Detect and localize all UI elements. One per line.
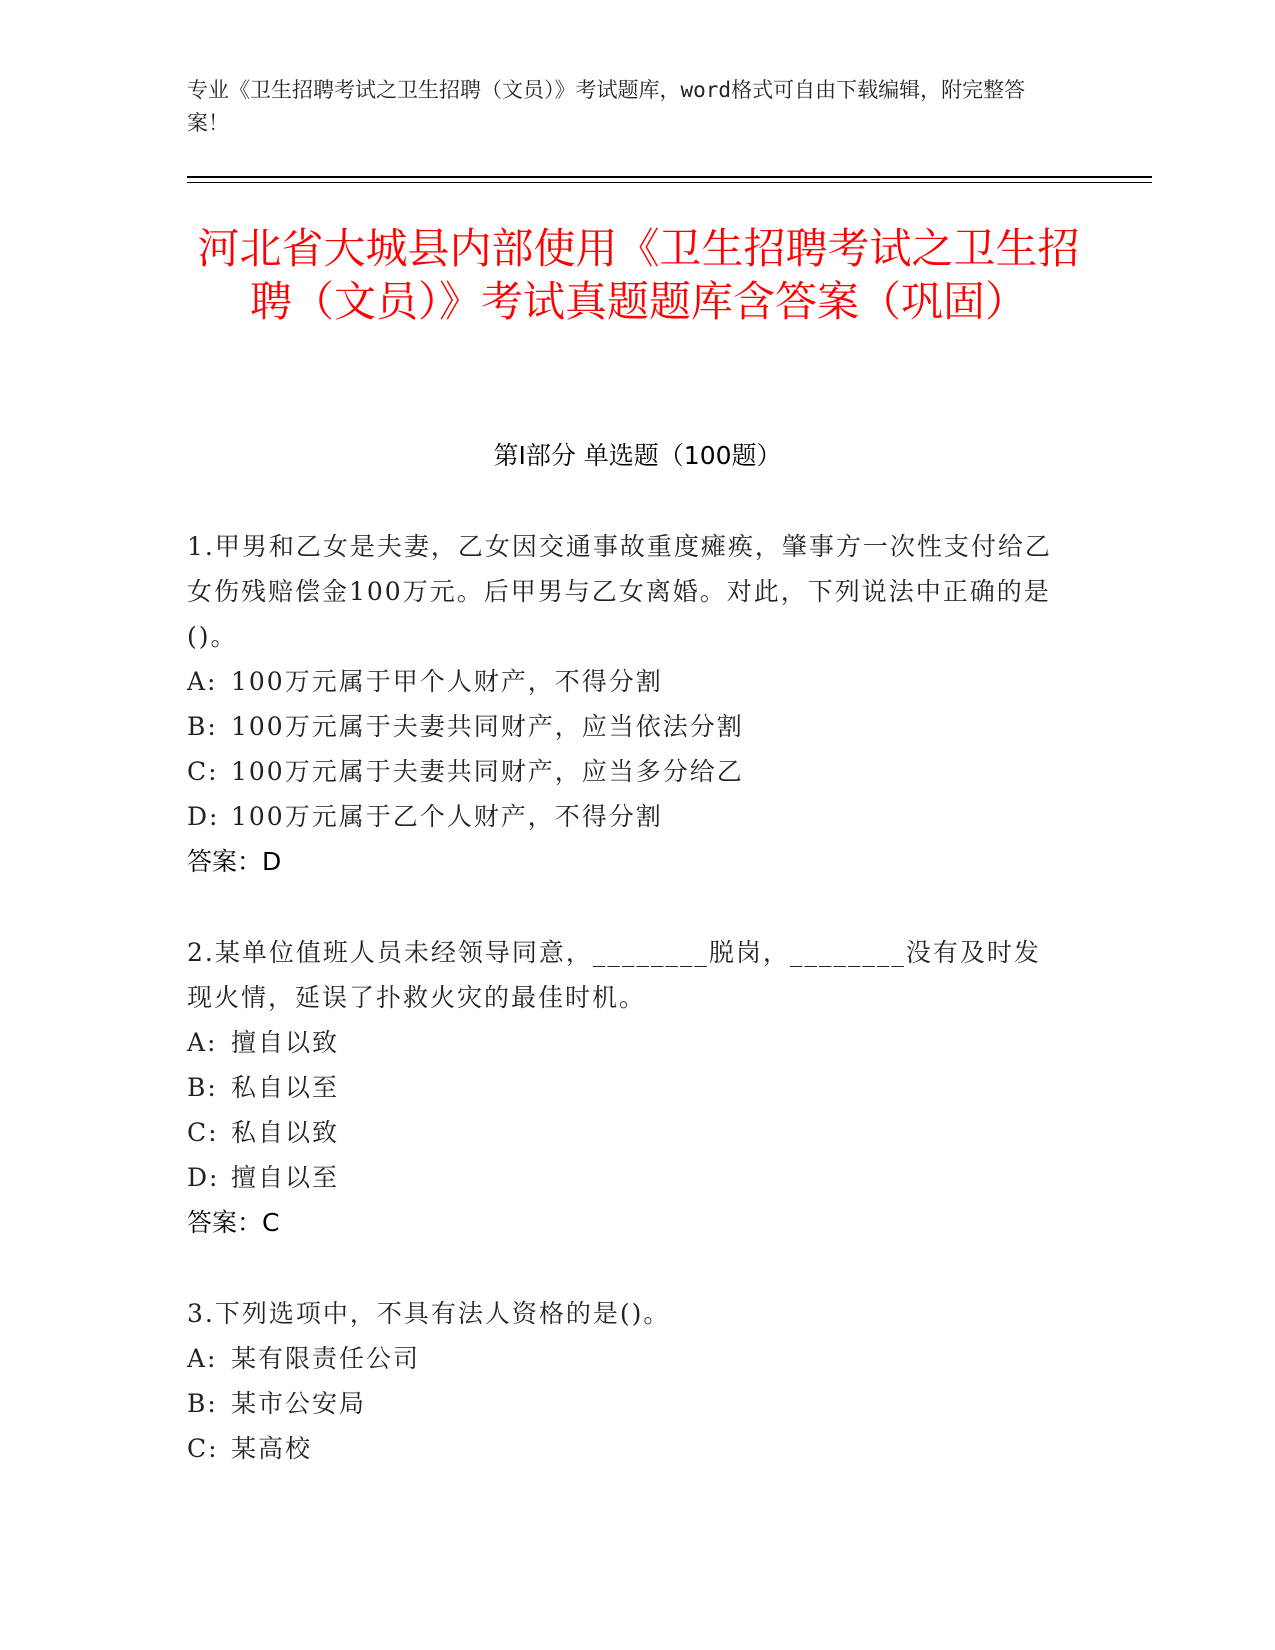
- option-text: 100万元属于甲个人财产，不得分割: [231, 667, 663, 696]
- answer: 答案：C: [187, 1208, 280, 1237]
- option-b: [187, 1065, 1067, 1110]
- option-text: 100万元属于乙个人财产，不得分割: [231, 802, 663, 831]
- option-a: [187, 659, 1067, 704]
- option-a: [187, 1336, 1067, 1381]
- answer: 答案：D: [187, 847, 282, 876]
- option-text: 100万元属于夫妻共同财产，应当依法分割: [231, 712, 744, 741]
- option-key: B:: [187, 1073, 218, 1102]
- option-b: [187, 704, 1067, 749]
- option-text: 擅自以至: [231, 1163, 340, 1192]
- option-text: 100万元属于夫妻共同财产，应当多分给乙: [231, 757, 744, 786]
- option-text: 私自以致: [231, 1118, 340, 1147]
- option-d: [187, 794, 1067, 839]
- question-text: 1.甲男和乙女是夫妻，乙女因交通事故重度瘫痪，肇事方一次性支付给乙女伤残赔偿金100万元。后甲男与乙女离婚。对此，下列说法中正确的是()。: [187, 532, 1052, 651]
- option-text: 擅自以致: [231, 1028, 340, 1057]
- option-key: B:: [187, 712, 218, 741]
- option-d: [187, 1155, 1067, 1200]
- option-text: 私自以至: [231, 1073, 340, 1102]
- question-3: [187, 1291, 1067, 1471]
- header-rule-thin: [187, 182, 1152, 183]
- section-heading: 第Ⅰ部分 单选题（100题）: [493, 441, 782, 470]
- option-text: 某市公安局: [231, 1389, 367, 1418]
- header-rule-thick: [187, 176, 1152, 178]
- option-key: C:: [187, 757, 219, 786]
- document-title: 河北省大城县内部使用《卫生招聘考试之卫生招聘（文员）》考试真题题库含答案（巩固）: [197, 224, 1080, 326]
- option-text: 某有限责任公司: [231, 1344, 421, 1373]
- option-key: C:: [187, 1434, 219, 1463]
- header-note: 专业《卫生招聘考试之卫生招聘（文员）》考试题库，word格式可自由下载编辑，附完整答案！: [187, 78, 1026, 135]
- question-1: [187, 524, 1067, 884]
- option-a: [187, 1020, 1067, 1065]
- option-key: C:: [187, 1118, 219, 1147]
- option-key: A:: [187, 667, 218, 696]
- question-2: [187, 930, 1067, 1245]
- option-key: A:: [187, 1028, 218, 1057]
- question-text: 3.下列选项中，不具有法人资格的是()。: [187, 1299, 671, 1328]
- option-key: D:: [187, 802, 220, 831]
- option-key: A:: [187, 1344, 218, 1373]
- option-c: [187, 1426, 1067, 1471]
- option-key: B:: [187, 1389, 218, 1418]
- question-list: [187, 524, 1067, 1517]
- question-text: 2.某单位值班人员未经领导同意，________脱岗，________没有及时发现火情，延误了扑救火灾的最佳时机。: [187, 938, 1041, 1012]
- option-key: D:: [187, 1163, 220, 1192]
- option-b: [187, 1381, 1067, 1426]
- option-text: 某高校: [231, 1434, 313, 1463]
- option-c: [187, 749, 1067, 794]
- option-c: [187, 1110, 1067, 1155]
